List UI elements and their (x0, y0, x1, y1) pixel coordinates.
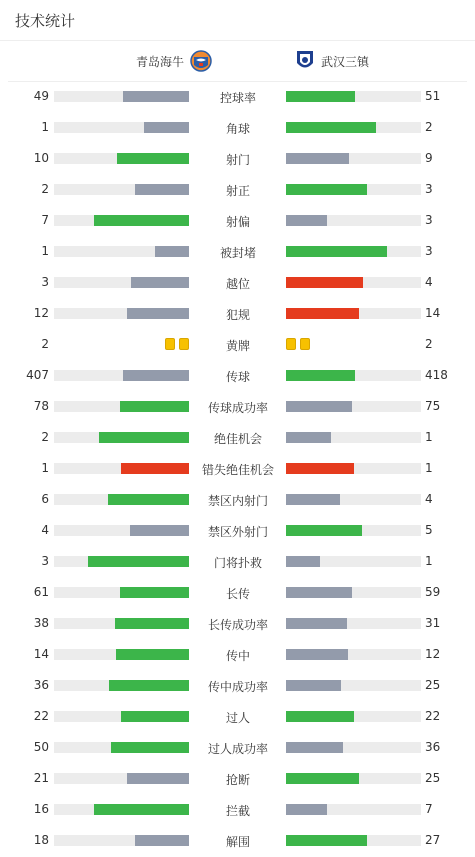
away-bar-fill (286, 835, 367, 846)
team-header (0, 46, 475, 76)
home-value: 3 (41, 275, 49, 289)
away-bar-track (286, 215, 421, 226)
away-bar-track (286, 556, 421, 567)
stat-row (0, 422, 475, 453)
stat-label: 角球 (225, 122, 250, 136)
away-bar-track (286, 525, 421, 536)
away-value: 9 (425, 151, 433, 165)
stat-row (0, 701, 475, 732)
away-bar-track (286, 184, 421, 195)
home-value: 10 (33, 151, 49, 165)
away-bar-track (286, 277, 421, 288)
away-value: 1 (425, 430, 433, 444)
home-value: 407 (26, 368, 49, 382)
yellow-card-icon (165, 338, 175, 350)
away-value: 51 (425, 89, 441, 103)
away-bar-fill (286, 91, 355, 102)
home-bar-track (54, 277, 189, 288)
home-value: 50 (33, 740, 49, 754)
away-team[interactable] (295, 46, 369, 76)
page-title: 技术统计 (15, 12, 76, 30)
home-bar-track (54, 215, 189, 226)
home-bar-fill (127, 773, 189, 784)
home-bar-fill (121, 711, 189, 722)
stat-label: 传中成功率 (207, 680, 268, 694)
home-value: 1 (41, 461, 49, 475)
stat-label: 越位 (225, 277, 250, 291)
stat-label: 传中 (225, 649, 250, 663)
home-bar-track (54, 587, 189, 598)
away-bar-track (286, 401, 421, 412)
away-team-name: 武汉三镇 (321, 54, 370, 69)
stat-row (0, 763, 475, 794)
home-bar-fill (135, 184, 189, 195)
home-value: 78 (33, 399, 49, 413)
away-value: 3 (425, 182, 433, 196)
home-value: 18 (33, 833, 49, 847)
away-bar-fill (286, 556, 320, 567)
home-bar-track (54, 649, 189, 660)
away-bar-track (286, 122, 421, 133)
away-bar-fill (286, 277, 363, 288)
stat-label: 射正 (225, 184, 250, 198)
home-value: 1 (41, 244, 49, 258)
home-bar-track (54, 370, 189, 381)
away-value: 2 (425, 337, 433, 351)
away-bar-fill (286, 215, 327, 226)
away-bar-fill (286, 184, 367, 195)
away-value: 59 (425, 585, 441, 599)
away-value: 31 (425, 616, 441, 630)
away-bar-track (286, 494, 421, 505)
home-bar-track (54, 773, 189, 784)
away-bar-track (286, 649, 421, 660)
away-value: 75 (425, 399, 441, 413)
away-bar-track (286, 587, 421, 598)
home-bar-track (54, 494, 189, 505)
away-bar-track (286, 804, 421, 815)
home-value: 14 (33, 647, 49, 661)
home-bar-fill (116, 649, 189, 660)
away-bar-track (286, 680, 421, 691)
away-bar-fill (286, 711, 354, 722)
stat-row (0, 174, 475, 205)
away-bar-track (286, 370, 421, 381)
away-bar-track (286, 742, 421, 753)
home-value: 21 (33, 771, 49, 785)
home-bar-fill (99, 432, 189, 443)
stat-row (0, 236, 475, 267)
away-value: 4 (425, 275, 433, 289)
home-value: 12 (33, 306, 49, 320)
away-bar-track (286, 91, 421, 102)
away-value: 3 (425, 244, 433, 258)
stat-label: 被封堵 (219, 246, 256, 260)
home-bar-fill (123, 370, 189, 381)
stat-row (0, 205, 475, 236)
home-bar-fill (127, 308, 189, 319)
home-bar-track (54, 463, 189, 474)
home-value: 1 (41, 120, 49, 134)
home-bar-track (54, 401, 189, 412)
away-bar-fill (286, 153, 349, 164)
stat-label: 过人 (225, 711, 250, 725)
home-bar-track (54, 122, 189, 133)
home-bar-fill (109, 680, 189, 691)
divider (0, 40, 475, 41)
stat-row (0, 81, 475, 112)
home-bar-fill (120, 401, 189, 412)
away-value: 27 (425, 833, 441, 847)
yellow-card-icon (286, 338, 296, 350)
home-bar-fill (94, 215, 189, 226)
away-bar-fill (286, 432, 331, 443)
home-bar-track (54, 618, 189, 629)
home-bar-track (54, 711, 189, 722)
stat-label: 过人成功率 (207, 742, 268, 756)
stat-label: 射门 (225, 153, 250, 167)
home-bar-fill (121, 463, 189, 474)
away-team-logo-icon (295, 49, 315, 73)
stat-label: 长传成功率 (207, 618, 268, 632)
away-bar-fill (286, 680, 341, 691)
home-bar-fill (108, 494, 189, 505)
away-value: 36 (425, 740, 441, 754)
away-bar-fill (286, 122, 376, 133)
home-bar-track (54, 184, 189, 195)
home-bar-fill (120, 587, 189, 598)
away-bar-track (286, 773, 421, 784)
away-bar-track (286, 308, 421, 319)
stat-label: 拦截 (225, 804, 250, 818)
home-bar-track (54, 246, 189, 257)
home-value: 6 (41, 492, 49, 506)
stat-row (0, 112, 475, 143)
stat-row (0, 794, 475, 825)
away-value: 4 (425, 492, 433, 506)
home-value: 38 (33, 616, 49, 630)
stat-row (0, 608, 475, 639)
stat-row (0, 298, 475, 329)
stat-label: 禁区外射门 (207, 525, 268, 539)
stat-label: 射偏 (225, 215, 250, 229)
home-bar-fill (88, 556, 189, 567)
away-bar-track (286, 711, 421, 722)
home-bar-track (54, 308, 189, 319)
away-value: 2 (425, 120, 433, 134)
away-value: 1 (425, 554, 433, 568)
home-bar-track (54, 525, 189, 536)
home-value: 2 (41, 182, 49, 196)
away-bar-track (286, 432, 421, 443)
home-value: 36 (33, 678, 49, 692)
home-value: 2 (41, 337, 49, 351)
away-value: 25 (425, 771, 441, 785)
home-value: 4 (41, 523, 49, 537)
home-value: 2 (41, 430, 49, 444)
stat-row (0, 732, 475, 763)
stat-label: 长传 (225, 587, 250, 601)
away-bar-track (286, 618, 421, 629)
stat-label: 绝佳机会 (213, 432, 262, 446)
home-bar-track (54, 680, 189, 691)
stat-row (0, 639, 475, 670)
away-value: 5 (425, 523, 433, 537)
home-value: 49 (33, 89, 49, 103)
home-value: 16 (33, 802, 49, 816)
away-bar-fill (286, 587, 352, 598)
away-bar-fill (286, 401, 352, 412)
home-yellow-cards (165, 338, 189, 350)
home-value: 61 (33, 585, 49, 599)
away-value: 7 (425, 802, 433, 816)
stat-row (0, 143, 475, 174)
stat-label: 黄牌 (225, 339, 250, 353)
home-team-name: 青岛海牛 (135, 54, 184, 69)
away-value: 14 (425, 306, 441, 320)
away-yellow-cards (286, 338, 310, 350)
home-bar-fill (123, 91, 189, 102)
away-bar-fill (286, 742, 343, 753)
away-bar-fill (286, 494, 340, 505)
yellow-card-icon (179, 338, 189, 350)
away-value: 12 (425, 647, 441, 661)
home-bar-fill (94, 804, 189, 815)
home-bar-fill (117, 153, 189, 164)
stat-row (0, 329, 475, 360)
stat-row (0, 825, 475, 856)
home-bar-track (54, 835, 189, 846)
away-bar-fill (286, 463, 354, 474)
stat-label: 门将扑救 (213, 556, 262, 570)
home-bar-track (54, 804, 189, 815)
stat-row (0, 484, 475, 515)
away-value: 3 (425, 213, 433, 227)
stat-row (0, 670, 475, 701)
stat-row (0, 391, 475, 422)
home-bar-fill (115, 618, 189, 629)
away-bar-fill (286, 773, 359, 784)
home-bar-track (54, 91, 189, 102)
home-team[interactable] (136, 46, 212, 76)
home-bar-fill (135, 835, 189, 846)
stat-row (0, 267, 475, 298)
home-bar-fill (144, 122, 189, 133)
away-bar-track (286, 153, 421, 164)
away-bar-track (286, 835, 421, 846)
stat-row (0, 515, 475, 546)
stats-list (0, 81, 475, 856)
stat-label: 抢断 (225, 773, 250, 787)
home-bar-fill (111, 742, 189, 753)
away-value: 418 (425, 368, 448, 382)
stat-row (0, 360, 475, 391)
home-bar-fill (155, 246, 189, 257)
home-bar-track (54, 153, 189, 164)
away-value: 22 (425, 709, 441, 723)
away-bar-track (286, 246, 421, 257)
home-bar-track (54, 432, 189, 443)
stat-label: 解围 (225, 835, 250, 849)
stat-label: 犯规 (225, 308, 250, 322)
home-value: 22 (33, 709, 49, 723)
stat-row (0, 577, 475, 608)
away-bar-fill (286, 618, 347, 629)
away-bar-fill (286, 649, 348, 660)
stat-label: 传球成功率 (207, 401, 268, 415)
home-value: 7 (41, 213, 49, 227)
stat-label: 控球率 (219, 91, 256, 105)
away-value: 1 (425, 461, 433, 475)
away-bar-track (286, 463, 421, 474)
stat-label: 禁区内射门 (207, 494, 268, 508)
away-value: 25 (425, 678, 441, 692)
home-bar-track (54, 556, 189, 567)
home-bar-fill (131, 277, 189, 288)
away-bar-fill (286, 370, 355, 381)
home-bar-track (54, 742, 189, 753)
home-bar-fill (130, 525, 189, 536)
stat-label: 传球 (225, 370, 250, 384)
away-bar-fill (286, 804, 327, 815)
stat-label: 错失绝佳机会 (201, 463, 274, 477)
away-bar-fill (286, 246, 387, 257)
home-value: 3 (41, 554, 49, 568)
home-team-logo-icon (190, 49, 212, 73)
yellow-card-icon (300, 338, 310, 350)
away-bar-fill (286, 308, 359, 319)
stat-row (0, 453, 475, 484)
stat-row (0, 546, 475, 577)
away-bar-fill (286, 525, 362, 536)
